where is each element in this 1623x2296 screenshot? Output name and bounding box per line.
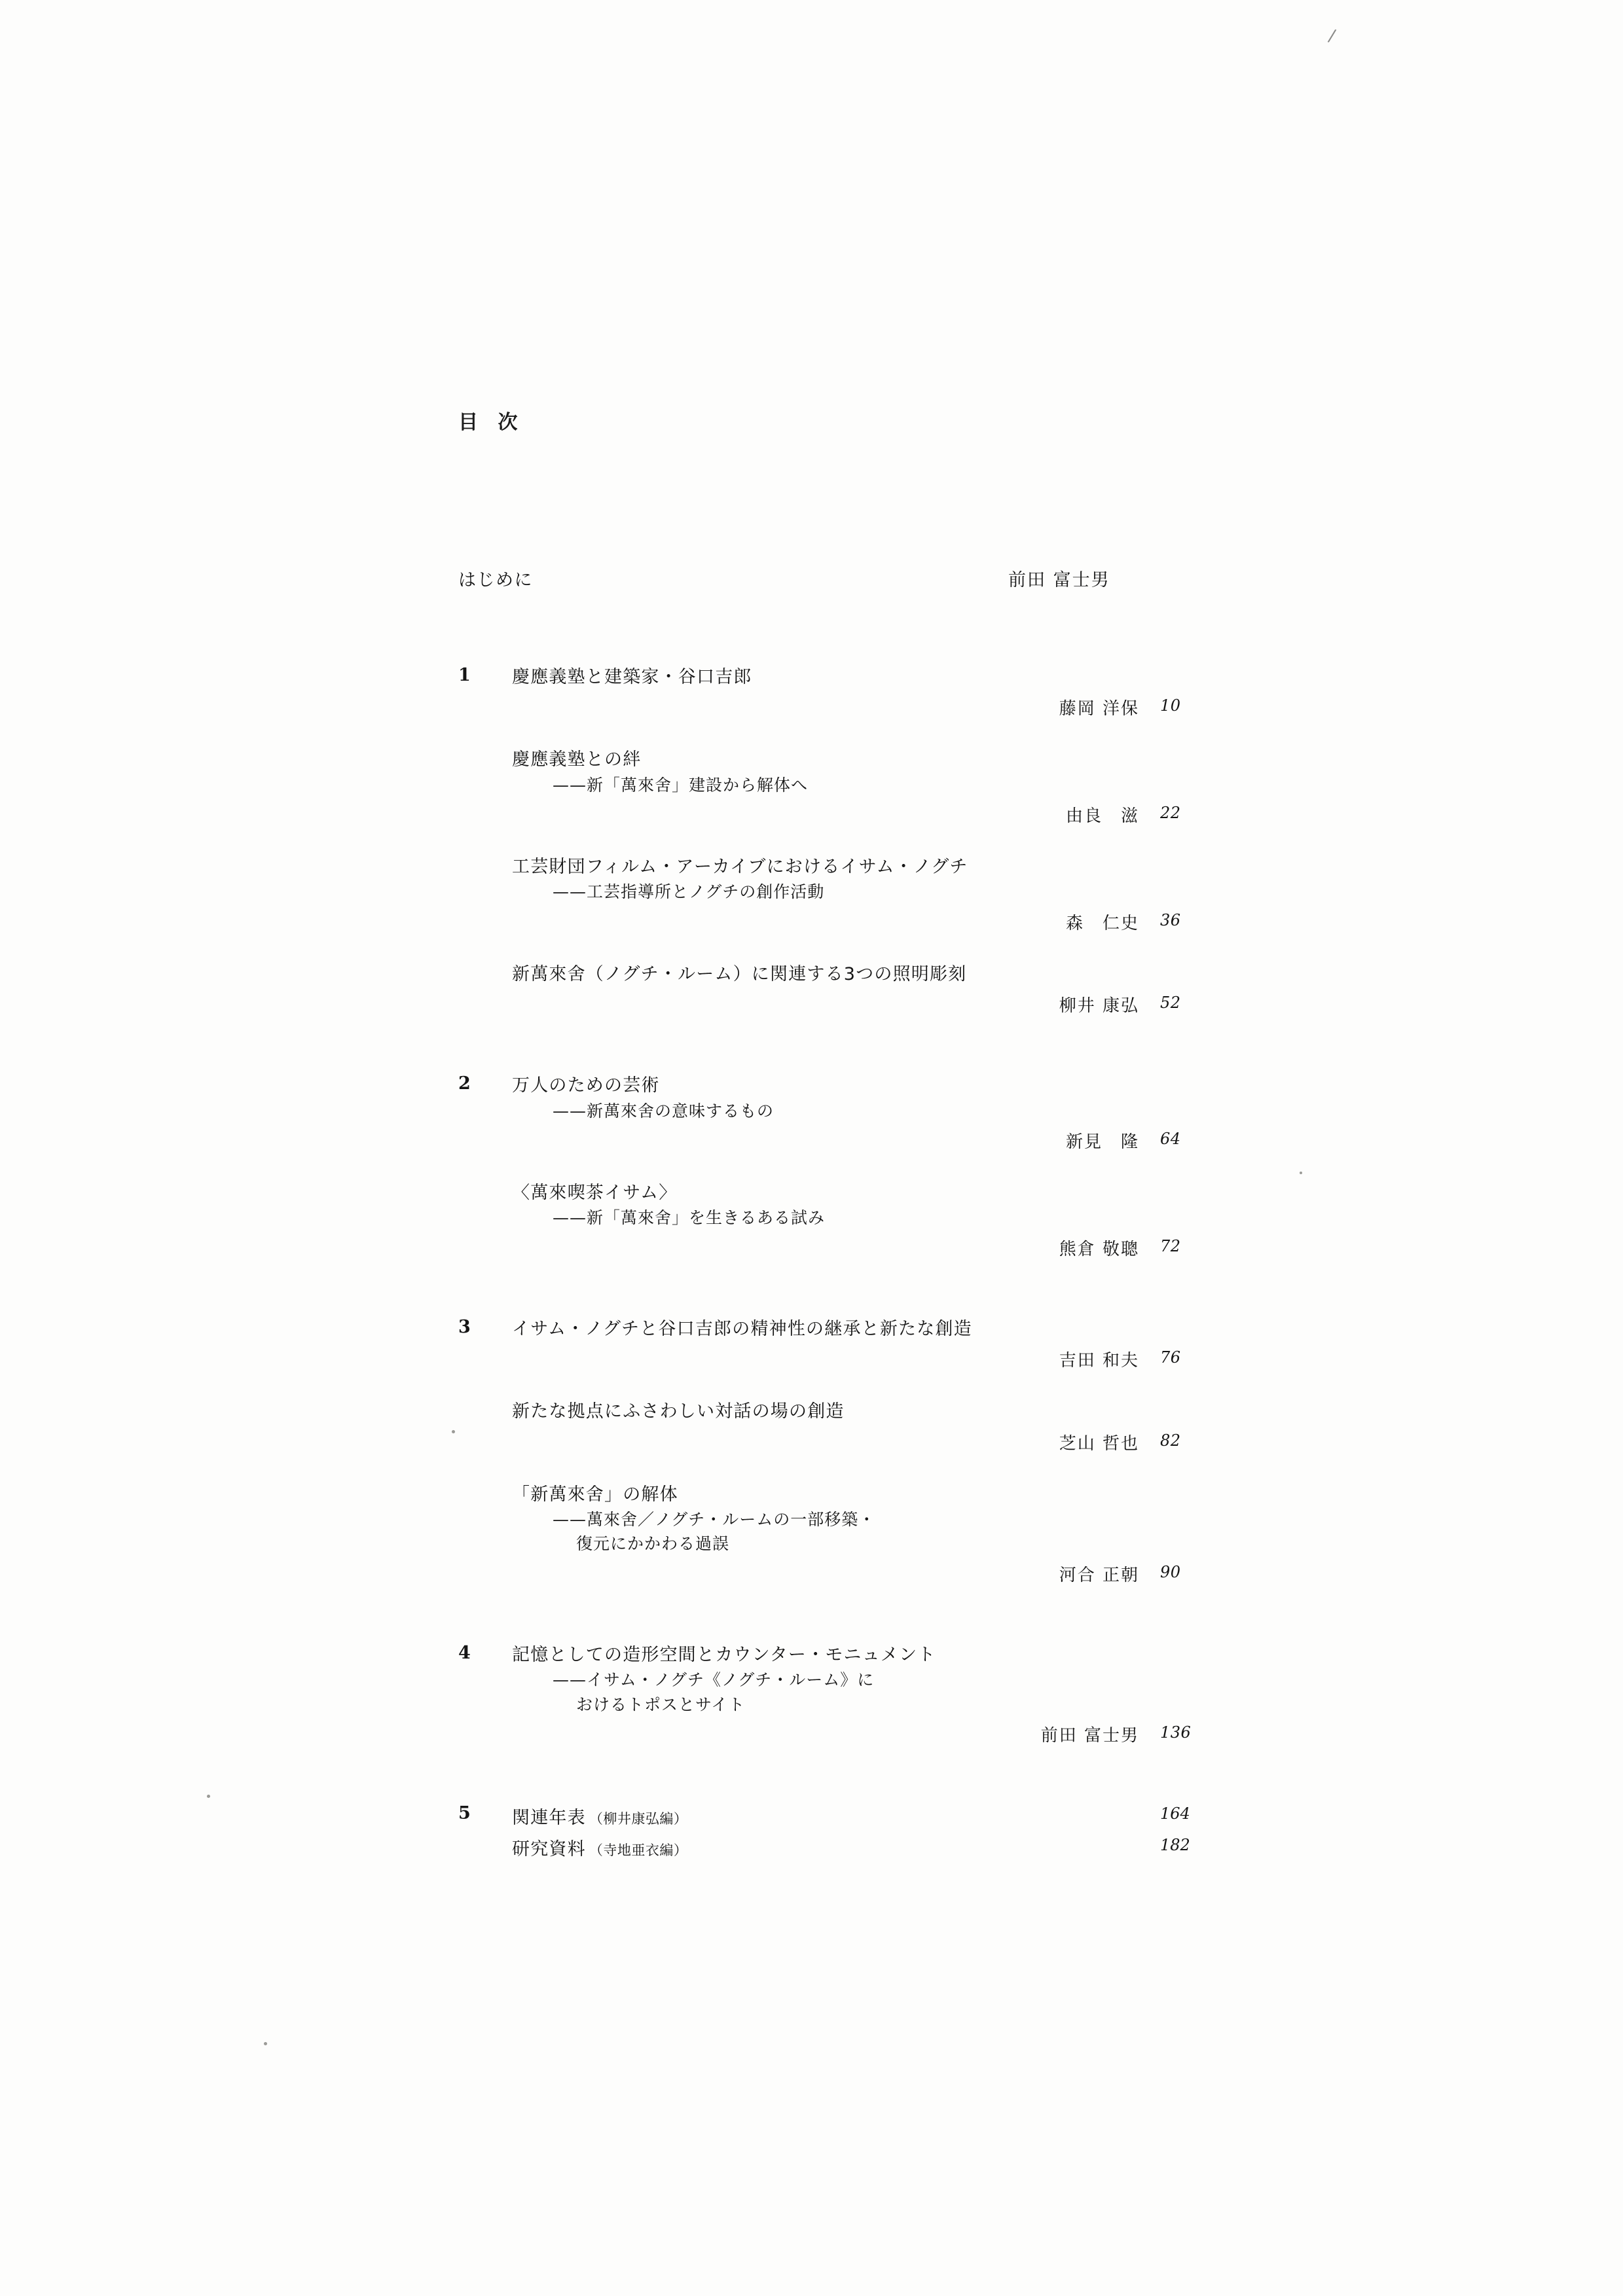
entry-byline (512, 992, 1257, 1022)
toc-entry (512, 1073, 1257, 1158)
section-number: 2 (458, 1073, 471, 1094)
entry-title: 慶應義塾と建築家・谷口吉郎 (512, 667, 752, 687)
paper-speck (1300, 1172, 1302, 1174)
toc-section (458, 1073, 1257, 1266)
entry-author: 由良 滋 (1065, 806, 1139, 827)
corner-pen-mark: / (1326, 26, 1338, 46)
entry-byline (512, 1128, 1257, 1158)
entry-page: 22 (1160, 804, 1181, 823)
appendix-editor: （寺地亜衣編） (589, 1842, 688, 1859)
toc-entry (512, 1181, 1257, 1266)
appendix-item (512, 1835, 1257, 1866)
entry-title: 新たな拠点にふさわしい対話の場の創造 (512, 1401, 845, 1422)
entry-title: イサム・ノグチと谷口吉郎の精神性の継承と新たな創造 (512, 1318, 972, 1339)
entry-page: 64 (1160, 1130, 1181, 1149)
page-title: 目 次 (458, 411, 524, 434)
paper-speck (264, 2042, 267, 2045)
toc-entry (512, 855, 1257, 940)
entry-byline (512, 695, 1257, 725)
toc-section (458, 1317, 1257, 1592)
entry-byline (512, 1430, 1257, 1460)
entry-page: 136 (1160, 1723, 1192, 1742)
entry-author: 芝山 哲也 (1059, 1433, 1139, 1454)
entry-byline (512, 802, 1257, 833)
entry-page: 90 (1160, 1562, 1181, 1581)
entry-title: 〈萬來喫茶イサム〉 (512, 1183, 678, 1204)
toc-entry (512, 1317, 1257, 1377)
section-number: 5 (458, 1803, 471, 1824)
entry-author: 新見 隆 (1065, 1132, 1139, 1153)
entry-subtitle: ——イサム・ノグチ《ノグチ・ルーム》に (553, 1670, 875, 1690)
entry-author: 前田 富士男 (1040, 1726, 1139, 1746)
preface-row (458, 565, 1257, 605)
section-number: 4 (458, 1642, 471, 1663)
entry-title: 「新萬來舍」の解体 (512, 1484, 678, 1505)
toc-entry (512, 665, 1257, 725)
entry-title: 記憶としての造形空間とカウンター・モニュメント (512, 1644, 936, 1665)
entry-byline (512, 1562, 1257, 1592)
entry-title: 工芸財団フィルム・アーカイブにおけるイサム・ノグチ (512, 857, 968, 878)
entry-page: 72 (1160, 1236, 1181, 1255)
toc-section (458, 665, 1257, 1022)
toc-entry (512, 1399, 1257, 1460)
entry-subtitle: ——工芸指導所とノグチの創作活動 (553, 882, 825, 902)
entry-author: 河合 正朝 (1059, 1565, 1139, 1585)
entry-page: 36 (1160, 910, 1181, 929)
preface-author: 前田 富士男 (1008, 570, 1110, 590)
entry-author: 熊倉 敬聰 (1059, 1239, 1139, 1259)
entry-subtitle: ——新「萬來舍」を生きるある試み (553, 1208, 826, 1228)
entry-author: 藤岡 洋保 (1059, 699, 1139, 719)
section-number: 1 (458, 665, 471, 685)
paper-speck (207, 1795, 210, 1798)
entry-subtitle: ——萬來舍／ノグチ・ルームの一部移築・ (553, 1509, 876, 1529)
section-number: 3 (458, 1316, 471, 1337)
table-of-contents (458, 406, 1257, 1917)
appendix-item (512, 1803, 1257, 1835)
entry-subtitle: ——新「萬來舍」建設から解体へ (553, 775, 809, 795)
appendix-title: 関連年表 (512, 1808, 586, 1829)
entry-author: 森 仁史 (1065, 913, 1139, 933)
toc-appendix-section (458, 1803, 1257, 1866)
toc-entry (512, 747, 1257, 833)
entry-author: 柳井 康弘 (1059, 996, 1139, 1016)
entry-page: 10 (1160, 696, 1181, 715)
entry-page: 52 (1160, 994, 1181, 1013)
entry-subtitle-line2: おけるトポスとサイト (576, 1695, 746, 1714)
entry-subtitle: ——新萬來舍の意味するもの (553, 1101, 775, 1121)
toc-entry (512, 1482, 1257, 1592)
entry-byline (512, 1722, 1257, 1752)
entry-subtitle-line2: 復元にかかわる過誤 (576, 1534, 730, 1554)
entry-title: 万人のための芸術 (512, 1075, 660, 1096)
toc-section (458, 1643, 1257, 1752)
entry-byline (512, 1347, 1257, 1377)
paper-speck (452, 1430, 455, 1433)
entry-title: 新萬來舍（ノグチ・ルーム）に関連する3つの照明彫刻 (512, 963, 967, 984)
appendix-page: 164 (1160, 1804, 1190, 1823)
entry-page: 82 (1160, 1431, 1181, 1450)
entry-byline (512, 1236, 1257, 1266)
appendix-page: 182 (1160, 1836, 1190, 1855)
entry-byline (512, 910, 1257, 940)
preface-label: はじめに (458, 570, 533, 590)
appendix-editor: （柳井康弘編） (589, 1811, 688, 1827)
entry-page: 76 (1160, 1348, 1181, 1367)
entry-title: 慶應義塾との絆 (512, 749, 642, 770)
appendix-title: 研究資料 (512, 1839, 586, 1860)
toc-entry (512, 962, 1257, 1022)
toc-entry (512, 1643, 1257, 1752)
entry-author: 吉田 和夫 (1059, 1351, 1139, 1371)
